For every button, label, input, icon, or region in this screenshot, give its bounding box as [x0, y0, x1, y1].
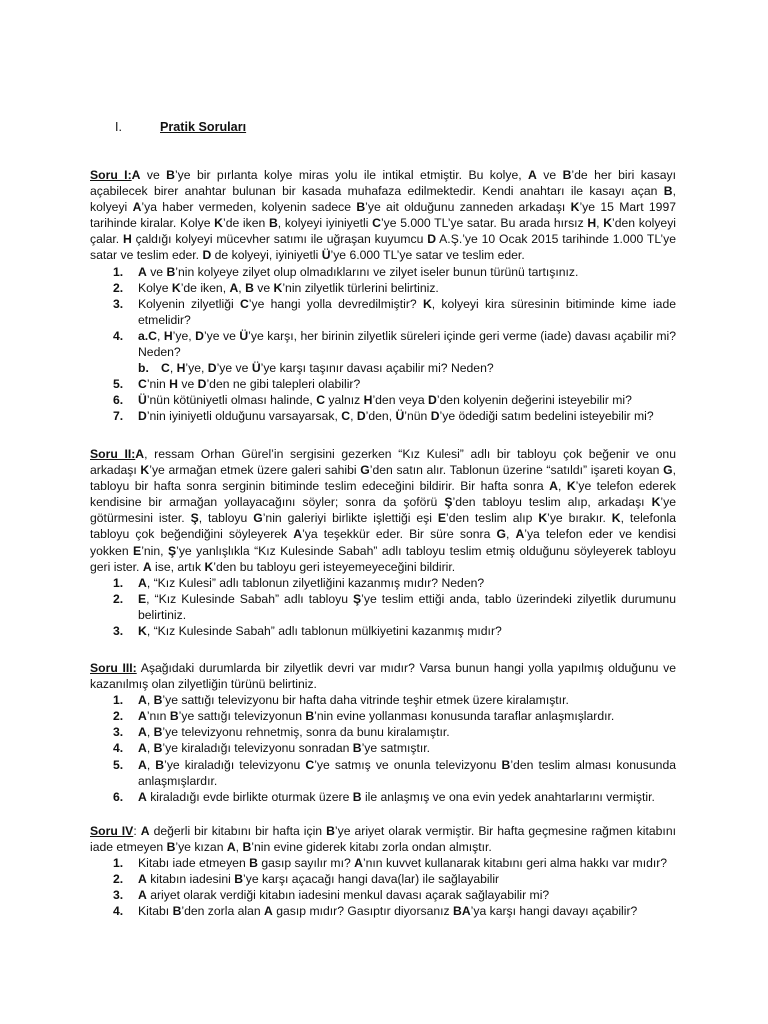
party-letter: D [197, 377, 207, 392]
party-letter: D [195, 328, 204, 343]
item-number: 6. [113, 789, 124, 804]
question-2-label: Soru II: [90, 447, 136, 461]
party-letter: B [155, 757, 165, 772]
party-letter: B [326, 824, 335, 838]
item-number: 4. [113, 904, 124, 919]
text-run: ’ye bir pırlanta kolye miras yolu ile intikal etmiştir. Bu kolye, [174, 168, 529, 182]
party-letter: A [135, 447, 145, 461]
party-letter: K [538, 511, 548, 526]
text-run: ’den tabloyu teslim alıp, arkadaşı [452, 495, 652, 510]
item-number: 2. [113, 709, 124, 724]
text-run: ’ye yanlışlıkla “Kız Kulesinde Sabah” adlı tabloyu teslim etmiş olduğunu söyleyerek tabloyu geri ister. [90, 543, 676, 574]
text-run: ’ye karşı taşınır davası açabilir mi? Neden? [260, 361, 494, 376]
list-item [90, 296, 676, 328]
text-run: yalnız [325, 393, 364, 408]
text-run: ’ye sattığı televizyonun [178, 709, 306, 724]
text-run: , [146, 741, 154, 756]
party-letter: B [166, 168, 175, 182]
party-letter: B [501, 757, 511, 772]
text-run: ’nın [146, 709, 170, 724]
party-letter: E [437, 511, 447, 526]
text-run: , [156, 328, 164, 343]
party-letter: K [214, 216, 223, 231]
text-run: ve [536, 168, 563, 182]
party-letter: A [142, 559, 152, 574]
text-run: , kolyeyi kira süresinin bitiminde kime iade etmelidir? [138, 296, 677, 327]
question-3-items [90, 692, 676, 805]
text-run: ’ye sattığı televizyonu bir hafta daha vitrinde teşhir etmek üzere kiralamıştır. [162, 693, 569, 708]
text-run: , kolyeyi iyiniyetli [277, 216, 373, 231]
party-letter: BA [453, 904, 471, 919]
text-run: ’ya haber vermeden, kolyenin sadece [141, 200, 357, 215]
text-run: ’ye ve [216, 361, 252, 376]
party-letter: K [570, 200, 580, 215]
party-letter: B [268, 216, 278, 231]
party-letter: G [253, 511, 263, 526]
text-run: çaldığı kolyeyi mücevher satımı ile uğraşan kuyumcu [131, 232, 428, 247]
party-letter: A [138, 872, 147, 887]
list-item [90, 757, 676, 789]
text-run: ile anlaşmış ve ona evin yedek anahtarlarını vermiştir. [361, 789, 655, 804]
list-item [90, 903, 676, 919]
party-letter: A [226, 840, 236, 855]
party-letter: G [496, 527, 506, 542]
party-letter: B [249, 856, 258, 871]
party-letter: C [161, 361, 170, 376]
text-run: ’nin, [141, 543, 168, 558]
party-letter: B [234, 872, 244, 887]
party-letter: K [273, 280, 283, 295]
item-number: 5. [113, 377, 124, 392]
party-letter: C [341, 409, 351, 424]
list-item [90, 360, 676, 376]
question-4-items [90, 855, 676, 919]
question-2-items [90, 575, 676, 639]
party-letter: Ü [239, 328, 249, 343]
text-run: ’den bu tabloyu geri isteyemeyeceğini bildirir. [213, 559, 456, 574]
list-item [90, 724, 676, 740]
party-letter: A [549, 479, 558, 494]
text-run: ’den teslim alıp [446, 511, 539, 526]
list-item [90, 692, 676, 708]
text-run: ’den, [365, 409, 396, 424]
text-run: ’de her biri kasayı açabilecek birer anahtar bulunan bir kasada muhafaza edilmektedir. Kendi anahtarı ile kasayı açan [90, 168, 677, 199]
item-number: 3. [113, 725, 124, 740]
list-item [90, 887, 676, 903]
text-run: , ressam Orhan Gürel’in sergisini gezerken “Kız Kulesi” adlı bir tabloyu çok beğenir ve onu arkadaşı [90, 447, 676, 478]
party-letter: A [138, 709, 147, 724]
party-letter: A [138, 693, 147, 708]
party-letter: B [356, 200, 366, 215]
text-run: ’ye kiraladığı televizyonu [164, 757, 306, 772]
question-1-label: Soru I: [90, 168, 132, 182]
text-run: ’ye karşı açacağı hangi dava(lar) ile sağlayabilir [243, 872, 500, 887]
item-number: 3. [113, 296, 124, 311]
question-3 [90, 660, 676, 805]
text-run: ’den teslim alması konusunda anlaşmışlardır. [138, 757, 676, 788]
item-number: 2. [113, 872, 124, 887]
heading-title: Pratik Soruları [160, 120, 247, 134]
text-run: ’nün kötüniyetli olması halinde, [146, 393, 317, 408]
list-item [90, 623, 676, 639]
text-run: ’den kolyenin değerini isteyebilir mi? [436, 393, 632, 408]
text-run: ’ya karşı hangi davayı açabilir? [470, 904, 638, 919]
party-letter: K [140, 463, 150, 478]
text-run: ’nin kolyeye zilyet olup olmadıklarını ve zilyet iseler bunun türünü tartışınız. [175, 264, 579, 279]
text-run: , [557, 479, 567, 494]
party-letter: E [133, 543, 142, 558]
party-letter: Ü [251, 361, 261, 376]
party-letter: B [352, 789, 362, 804]
party-letter: A [264, 904, 273, 919]
party-letter: A [229, 280, 239, 295]
question-2-text [90, 446, 676, 575]
party-letter: D [138, 409, 147, 424]
party-letter: D [207, 361, 217, 376]
question-1-items [90, 264, 676, 425]
item-number: 4. [113, 328, 124, 343]
list-item [90, 264, 676, 280]
question-3-text [90, 660, 676, 692]
item-number: 2. [113, 280, 124, 295]
text-run: ’den zorla alan [181, 904, 265, 919]
text-run: ’ye televizyonu rehnetmiş, sonra da bunu kiralamıştır. [162, 725, 450, 740]
party-letter: A [140, 824, 150, 838]
text-run: ’ye satmıştır. [361, 741, 430, 756]
list-item [90, 392, 676, 408]
text-run: de kolyeyi, iyiniyetli [211, 248, 322, 263]
item-number: 3. [113, 888, 124, 903]
party-letter: a. [138, 328, 149, 343]
party-letter: G [663, 463, 673, 478]
party-letter: A [138, 789, 147, 804]
question-1-text [90, 167, 676, 264]
text-run: ’nin [146, 377, 170, 392]
text-run: , telefonla tabloyu çok beğendiğini söyleyerek [90, 511, 676, 542]
party-letter: C [138, 377, 147, 392]
question-3-label: Soru III: [90, 661, 137, 675]
heading-number: I. [115, 120, 122, 134]
text-run: ’nin galeriyi birlikte işlettiği eşi [262, 511, 438, 526]
text-run: ve [146, 264, 167, 279]
text-run: ’ya teşekkür eder. Bir süre sonra [302, 527, 497, 542]
party-letter: Ü [321, 248, 331, 263]
text-run: ’den satın alır. Tablonun üzerine “satıldı” işareti koyan [369, 463, 664, 478]
party-letter: A [293, 527, 303, 542]
text-run: Aşağıdaki durumlarda bir zilyetlik devri var mıdır? Varsa bunun hangi yolla yapılmış olduğunu ve kazanılmış olan zilyetliğin türünü belirtiniz. [90, 661, 676, 692]
text-run: ’ye 5.000 TL’ye satar. Bu arada hırsız [380, 216, 588, 231]
text-run: ’nin zilyetlik türlerini belirtiniz. [282, 280, 439, 295]
text-run: , [505, 527, 516, 542]
list-item [90, 328, 676, 360]
text-run: ’ye hangi yolla devredilmiştir? [248, 296, 423, 311]
text-run: ’nin iyiniyetli olduğunu varsayarsak, [146, 409, 342, 424]
party-letter: H [169, 377, 178, 392]
question-4-label: Soru IV [90, 824, 134, 838]
party-letter: B [663, 184, 673, 199]
text-run: Kolyenin zilyetliği [138, 296, 240, 311]
party-letter: C [148, 328, 157, 343]
party-letter: H [587, 216, 597, 231]
text-run: gasıp sayılır mı? [257, 856, 355, 871]
list-item [90, 708, 676, 724]
text-run: , “Kız Kulesinde Sabah” adlı tablonun mülkiyetini kazanmış mıdır? [146, 624, 502, 639]
text-run: ’de iken, [180, 280, 230, 295]
party-letter: G [360, 463, 370, 478]
list-item [90, 575, 676, 591]
text-run: , [169, 361, 177, 376]
party-letter: D [430, 409, 440, 424]
list-item [90, 408, 676, 424]
party-letter: A [138, 725, 147, 740]
text-run: ’ye 6.000 TL’ye satar ve teslim eder. [330, 248, 525, 263]
text-run: , “Kız Kulesi” adlı tablonun zilyetliğini kazanmış mıdır? Neden? [146, 575, 485, 590]
party-letter: B [562, 168, 572, 182]
text-run: , “Kız Kulesinde Sabah” adlı tabloyu [146, 591, 354, 606]
item-number: 5. [113, 757, 124, 772]
party-letter: H [122, 232, 132, 247]
party-letter: A [354, 856, 363, 871]
text-run: ’nin evine yollanması konusunda taraflar anlaşmışlardır. [314, 709, 615, 724]
item-number: 1. [113, 575, 124, 590]
item-number: 4. [113, 741, 124, 756]
text-run: ’ye ödediği satım bedelini isteyebilir mi? [439, 409, 654, 424]
party-letter: A [515, 527, 525, 542]
party-letter: B [245, 280, 254, 295]
question-4-text [90, 823, 676, 855]
party-letter: D [427, 232, 437, 247]
list-item [90, 871, 676, 887]
party-letter: D [202, 248, 212, 263]
party-letter: H [363, 393, 373, 408]
party-letter: A [138, 264, 147, 279]
text-run: ’ye bırakır. [547, 511, 612, 526]
party-letter: A [528, 168, 537, 182]
party-letter: D [428, 393, 437, 408]
party-letter: Ş [190, 511, 199, 526]
text-run: , [146, 725, 154, 740]
party-letter: K [651, 495, 661, 510]
item-number: 7. [113, 409, 124, 424]
list-item [90, 789, 676, 805]
party-letter: C [239, 296, 249, 311]
text-run: , tabloyu [198, 511, 254, 526]
party-letter: B [242, 840, 252, 855]
list-item [90, 280, 676, 296]
party-letter: H [163, 328, 173, 343]
section-heading [115, 119, 246, 135]
text-run: ’ye kiraladığı televizyonu sonradan [162, 741, 353, 756]
party-letter: B [153, 741, 163, 756]
item-number: 1. [113, 264, 124, 279]
party-letter: A [138, 757, 147, 772]
text-run: , [350, 409, 357, 424]
text-run: Kitabı [138, 904, 173, 919]
party-letter: A [132, 200, 142, 215]
text-run: gasıp mıdır? Gasıptır diyorsanız [272, 904, 454, 919]
party-letter: Ü [138, 393, 147, 408]
text-run: ’ye götürmesini ister. [90, 495, 676, 526]
party-letter: Ş [167, 543, 177, 558]
list-item [90, 591, 676, 623]
party-letter: K [204, 559, 214, 574]
text-run: ve [253, 280, 274, 295]
party-letter: K [138, 624, 147, 639]
text-run: ’ye ariyet olarak vermiştir. Bir hafta geçmesine rağmen kitabını iade etmeyen [90, 824, 676, 855]
party-letter: K [611, 511, 621, 526]
list-item [90, 376, 676, 392]
party-letter: A [138, 741, 147, 756]
party-letter: B [166, 264, 176, 279]
text-run: Kolye [138, 280, 172, 295]
party-letter: Ş [444, 495, 453, 510]
party-letter: B [166, 840, 176, 855]
item-number: 3. [113, 624, 124, 639]
text-run: : [133, 824, 141, 838]
text-run: ’den kolyeyi çalar. [90, 216, 677, 247]
item-number: 1. [113, 856, 124, 871]
text-run: ’de iken [222, 216, 269, 231]
text-run: ’ye, [185, 361, 208, 376]
text-run: ’ye kızan [175, 840, 227, 855]
text-run: ariyet olarak verdiği kitabın iadesini menkul davası açarak sağlayabilir mi? [146, 888, 550, 903]
text-run: ’ye satmış ve onunla televizyonu [314, 757, 502, 772]
party-letter: K [603, 216, 613, 231]
text-run: , [146, 693, 154, 708]
text-run: ’den ne gibi talepleri olabilir? [206, 377, 361, 392]
question-1 [90, 167, 676, 425]
text-run: ’ye telefon ederek kendisine bir armağan yollayacağını söyler; sonra da şoförü [90, 479, 677, 510]
text-run: ’ye armağan etmek üzere galeri sahibi [149, 463, 361, 478]
party-letter: C [316, 393, 325, 408]
item-number: 2. [113, 591, 124, 606]
text-run: , [596, 216, 604, 231]
party-letter: B [305, 709, 315, 724]
text-run: ’ye ve [203, 328, 240, 343]
text-run: , [238, 280, 246, 295]
text-run: değerli bir kitabını bir hafta için [149, 824, 327, 838]
text-run: ’nin evine giderek kitabı zorla ondan almıştır. [251, 840, 492, 855]
text-run: ise, artık [151, 559, 205, 574]
party-letter: K [422, 296, 432, 311]
party-letter: B [169, 709, 179, 724]
list-item [90, 855, 676, 871]
party-letter: D [356, 409, 366, 424]
party-letter: Ş [353, 591, 362, 606]
question-4 [90, 823, 676, 920]
party-letter: Ü [395, 409, 405, 424]
text-run: ’nün [404, 409, 431, 424]
text-run: ’ye, [172, 328, 196, 343]
text-run: ’nın kuvvet kullanarak kitabını geri alma hakkı var mıdır? [362, 856, 668, 871]
text-run: , [235, 840, 243, 855]
text-run: , [146, 757, 156, 772]
party-letter: B [153, 725, 163, 740]
item-number: 6. [113, 393, 124, 408]
text-run: ’ye 15 Mart 1997 tarihinde kiralar. Kolye [90, 200, 677, 231]
question-2 [90, 446, 676, 639]
text-run: ve [177, 377, 198, 392]
list-item [90, 740, 676, 756]
party-letter: A [138, 575, 147, 590]
party-letter: B [172, 904, 182, 919]
text-run: A.Ş.’ye 10 Ocak 2015 tarihinde 1.000 TL’ye satar ve teslim eder. [90, 232, 676, 263]
party-letter: B [153, 693, 163, 708]
party-letter: A [131, 168, 141, 182]
item-number: 1. [113, 693, 124, 708]
text-run: ’den veya [372, 393, 428, 408]
text-run: ’ya telefon eder ve kendisi yokken [90, 527, 676, 558]
party-letter: H [176, 361, 186, 376]
item-number: b. [138, 361, 149, 376]
text-run: ve [140, 168, 167, 182]
text-run: , kolyeyi [90, 184, 676, 215]
text-run: Kitabı iade etmeyen [138, 856, 250, 871]
party-letter: K [171, 280, 181, 295]
text-run: ’ye teslim ettiği anda, tablo üzerindeki zilyetlik durumunu belirtiniz. [138, 591, 676, 622]
party-letter: E [138, 591, 147, 606]
party-letter: C [305, 757, 315, 772]
party-letter: K [566, 479, 576, 494]
party-letter: C [372, 216, 381, 231]
text-run: kitabın iadesini [146, 872, 235, 887]
text-run: ’ye karşı, her birinin zilyetlik süreleri içinde geri verme (iade) davası açabilir mi? Neden? [138, 328, 677, 360]
text-run: ’ye ait olduğunu zanneden arkadaşı [365, 200, 571, 215]
party-letter: A [138, 888, 147, 903]
text-run: , tabloyu bir hafta sonra serginin bitiminde teslim edeceğini bildirir. Bir hafta sonra [90, 463, 676, 494]
party-letter: B [352, 741, 362, 756]
text-run: kiraladığı evde birlikte oturmak üzere [146, 789, 353, 804]
